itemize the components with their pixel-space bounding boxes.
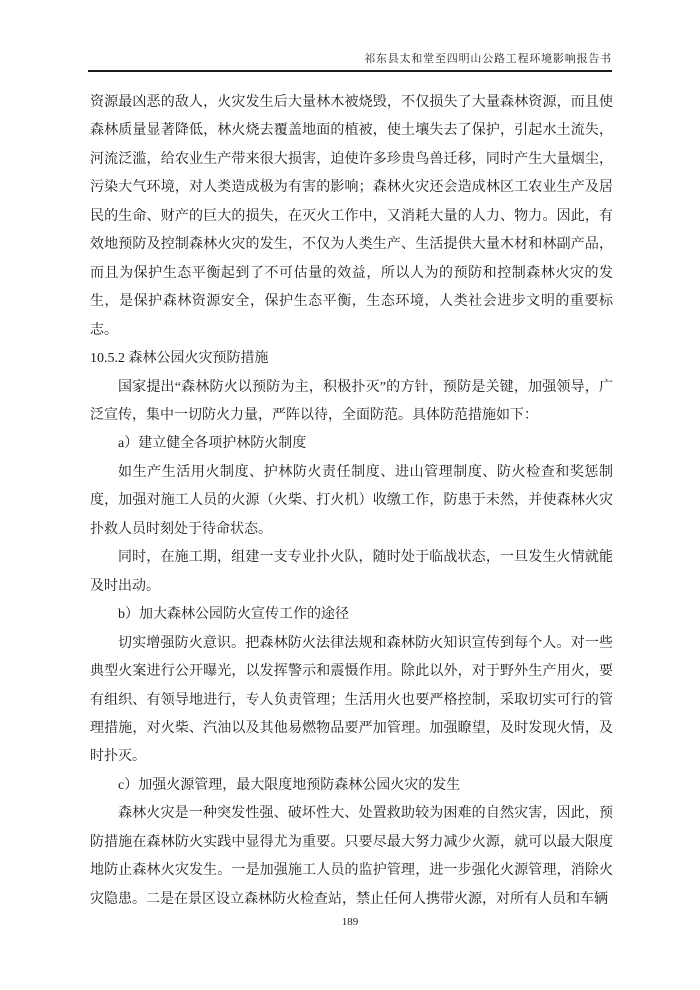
paragraph-national-fire-policy: 国家提出“森林防火以预防为主，积极扑灭”的方针，预防是关键，加强领导，广泛宣传，集中一切防火力量，严阵以待，全面防范。具体防范措施如下： [90,379,613,423]
paragraph-fire-source-management: 森林火灾是一种突发性强、破坏性大、处置救助较为困难的自然灾害，因此，预防措施在森林防火实践中显得尤为重要。只要尽最大努力减少火源，就可以最大限度地防止森林火灾发生。一是加强施工人员的监护管理，进一步强化火源管理，消除火灾隐患。二是在景区设立森林防火检查站，禁止任何人携带火源，对所有人员和车辆 [90,806,613,907]
section-heading-10-5-2: 10.5.2 森林公园火灾预防措施 [90,351,269,367]
header-rule-divider [88,70,612,72]
paragraph-forest-fire-harm: 资源最凶恶的敌人，火灾发生后大量林木被烧毁，不仅损失了大量森林资源，而且使森林质量显著降低，林火烧去覆盖地面的植被，使土壤失去了保护，引起水土流失，河流泛滥，给农业生产带来很大损害，迫使许多珍贵鸟兽迁移，同时产生大量烟尘，污染大气环境，对人类造成极为有害的影响；森林火灾还会造成林区工农业生产及居民的生命、财产的巨大的损失，在灭火工作中，又消耗大量的人力、物力。因此，有效地预防及控制森林火灾的发生，不仅为人类生产、生活提供大量木材和林副产品，而且为保护生态平衡起到了不可估量的效益，所以人为的预防和控制森林火灾的发生，是保护森林资源安全，保护生态平衡，生态环境，人类社会进步文明的重要标志。 [90,95,613,338]
page-number: 189 [341,916,359,928]
list-item-b-heading: b）加大森林公园防火宣传工作的途径 [118,607,349,623]
paragraph-fire-systems: 如生产生活用火制度、护林防火责任制度、进山管理制度、防火检查和奖惩制度，加强对施工人员的火源（火柴、打火机）收缴工作，防患于未然，并使森林火灾扑救人员时刻处于待命状态。 [90,464,613,537]
running-header-title: 祁东县太和堂至四明山公路工程环境影响报告书 [364,53,612,65]
list-item-a-heading: a）建立健全各项护林防火制度 [118,436,307,452]
list-item-c-heading: c）加强火源管理，最大限度地预防森林公园火灾的发生 [118,777,461,793]
document-body [90,89,613,914]
paragraph-firefighting-team: 同时，在施工期，组建一支专业扑火队，随时处于临战状态，一旦发生火情就能及时出动。 [90,550,613,594]
paragraph-fire-awareness: 切实增强防火意识。把森林防火法律法规和森林防火知识宣传到每个人。对一些典型火案进行公开曝光，以发挥警示和震慑作用。除此以外，对于野外生产用火，要有组织、有领导地进行，专人负责管理；生活用火也要严格控制，采取切实可行的管理措施，对火柴、汽油以及其他易燃物品要严加管理。加强瞭望，及时发现火情，及时扑灭。 [90,635,613,765]
